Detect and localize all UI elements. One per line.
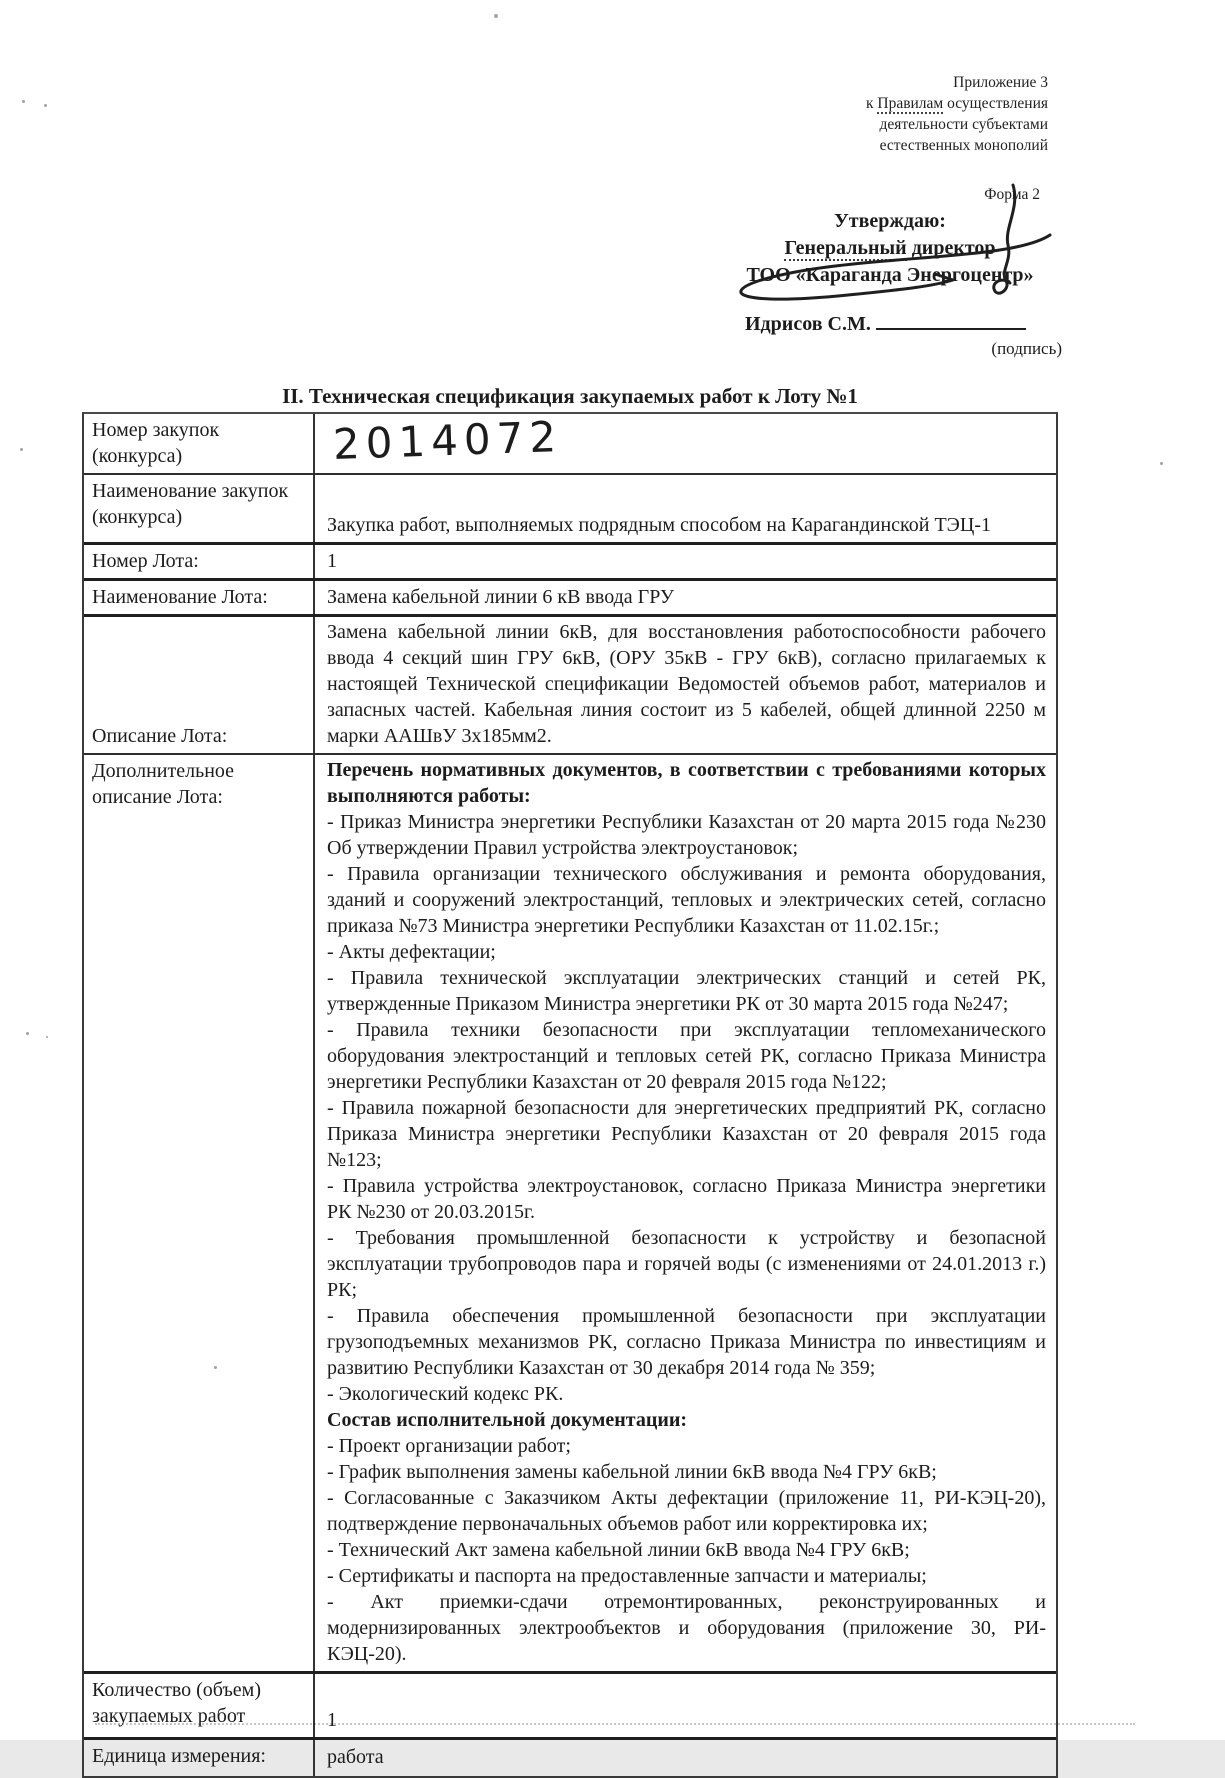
list-item: - Технический Акт замена кабельной линии 6кВ ввода №4 ГРУ 6кВ; xyxy=(327,1539,910,1561)
row-unit xyxy=(84,1740,1056,1776)
list-item: - Правила техники безопасности при эксплуатации тепломеханического оборудования электростанций и тепловых сетей РК, согласно Приказа Министра энергетики Республики Казахстан от 20 февраля 2015 года №122; xyxy=(327,1019,1046,1093)
row-label: Наименование закупок (конкурса) xyxy=(84,475,315,542)
scan-speck xyxy=(214,1366,217,1369)
list-item: - Правила технической эксплуатации электрических станций и сетей РК, утвержденные Приказом Министра энергетики РК от 30 марта 2015 года №247; xyxy=(327,967,1046,1015)
appendix-line: к Правилам осуществления xyxy=(865,95,1048,112)
appendix-line: Приложение 3 xyxy=(953,74,1048,91)
scan-speck xyxy=(494,14,498,18)
row-lot-number xyxy=(84,545,1056,581)
row-lot-description xyxy=(84,617,1056,755)
signature-caption: (подпись) xyxy=(991,339,1062,358)
row-label: Номер закупок (конкурса) xyxy=(84,414,315,473)
list-item: - Приказ Министра энергетики Республики Казахстан от 20 марта 2015 года №230 Об утверждении Правил устройства электроустановок; xyxy=(327,811,1046,859)
list-item: - Проект организации работ; xyxy=(327,1435,571,1457)
lot-description-cell: Замена кабельной линии 6кВ, для восстановления работоспособности рабочего ввода 4 секций шин ГРУ 6кВ, (ОРУ 35кВ - ГРУ 6кВ), согласно прилагаемых к настоящей Технической спецификации Ведомостей объемов работ, материалов и запасных частей. Кабельная линия состоит из 5 кабелей, общей длинной 2250 м марки ААШвУ 3х185мм2. xyxy=(327,621,1046,747)
table-title: II. Техническая спецификация закупаемых работ к Лоту №1 xyxy=(282,384,858,408)
scan-speck xyxy=(46,1036,48,1038)
list-item: - Акты дефектации; xyxy=(327,941,496,963)
appendix-line: деятельности субъектами xyxy=(879,116,1048,133)
procurement-name-cell: Закупка работ, выполняемых подрядным способом на Карагандинской ТЭЦ-1 xyxy=(327,514,991,536)
signer-name: Идрисов С.М. xyxy=(745,313,871,335)
additional-description-cell xyxy=(315,755,1056,1671)
lot-number-cell: 1 xyxy=(327,549,337,572)
specification-table xyxy=(82,412,1058,1778)
scan-speck xyxy=(44,104,47,107)
scan-speck xyxy=(1160,462,1163,465)
scan-speck xyxy=(26,1032,29,1035)
list-item: - Правила организации технического обслуживания и ремонта оборудования, зданий и сооружений электростанций, тепловых и электрических сетей, согласно приказа №73 Министра энергетики Республики Казахстан от 11.02.15г.; xyxy=(327,863,1046,937)
list-item: - Требования промышленной безопасности к устройству и безопасной эксплуатации трубопроводов пара и горячей воды (с изменениями от 24.01.2013 г.) РК; xyxy=(327,1227,1046,1301)
section-heading: Перечень нормативных документов, в соответствии с требованиями которых выполняются работы: xyxy=(327,759,1046,807)
approval-block xyxy=(690,208,1090,360)
procurement-number-cell xyxy=(315,411,1056,473)
row-quantity xyxy=(84,1674,1056,1740)
list-item: - Сертификаты и паспорта на предоставленные запчасти и материалы; xyxy=(327,1565,927,1587)
appendix-line: естественных монополий xyxy=(879,137,1048,154)
row-procurement-number xyxy=(84,411,1056,475)
scan-speck xyxy=(20,448,23,451)
list-item: - Правила пожарной безопасности для энергетических предприятий РК, согласно Приказа Министра энергетики Республики Казахстан от 20 февраля 2015 года №123; xyxy=(327,1097,1046,1171)
row-label: Единица измерения: xyxy=(84,1740,315,1776)
list-item: - Правила устройства электроустановок, согласно Приказа Министра энергетики РК №230 от 20.03.2015г. xyxy=(327,1175,1046,1223)
approver-position: Генеральный директор xyxy=(784,237,996,259)
row-additional-description xyxy=(84,755,1056,1674)
signer-name-line xyxy=(690,311,1090,338)
list-item: - Правила обеспечения промышленной безопасности при эксплуатации грузоподъемных механизмов РК, согласно Приказа Министра по инвестициям и развитию Республики Казахстан от 30 декабря 2014 года № 359; xyxy=(327,1305,1046,1379)
lot-name-cell: Замена кабельной линии 6 кВ ввода ГРУ xyxy=(327,585,675,608)
list-item: - График выполнения замены кабельной линии 6кВ ввода №4 ГРУ 6кВ; xyxy=(327,1461,937,1483)
form-label: Форма 2 xyxy=(984,186,1040,203)
row-label: Номер Лота: xyxy=(84,545,315,578)
scan-speck xyxy=(22,100,25,103)
row-label: Описание Лота: xyxy=(84,617,315,753)
list-item: - Акт приемки-сдачи отремонтированных, реконструированных и модернизированных электрообъектов и оборудования (приложение 30, РИ-КЭЦ-20). xyxy=(327,1591,1046,1665)
unit-cell: работа xyxy=(327,1746,384,1768)
scan-noise-line xyxy=(95,1723,1135,1725)
quantity-cell: 1 xyxy=(327,1709,337,1731)
list-item: - Экологический кодекс РК. xyxy=(327,1383,564,1405)
handwritten-number: 2014072 xyxy=(332,411,563,469)
list-item: - Согласованные с Заказчиком Акты дефектации (приложение 11, РИ-КЭЦ-20), подтверждение первоначальных объемов работ или корректировка их; xyxy=(327,1487,1046,1535)
row-procurement-name xyxy=(84,475,1056,545)
company-name: ТОО «Караганда Энергоцентр» xyxy=(746,264,1034,286)
row-label: Дополнительное описание Лота: xyxy=(84,755,315,1671)
approve-label: Утверждаю: xyxy=(834,210,946,232)
signature-line xyxy=(876,328,1026,330)
row-label: Наименование Лота: xyxy=(84,581,315,614)
row-lot-name xyxy=(84,581,1056,617)
section-heading: Состав исполнительной документации: xyxy=(327,1409,688,1431)
appendix-note xyxy=(866,72,1048,156)
row-label: Количество (объем) закупаемых работ xyxy=(84,1674,315,1737)
